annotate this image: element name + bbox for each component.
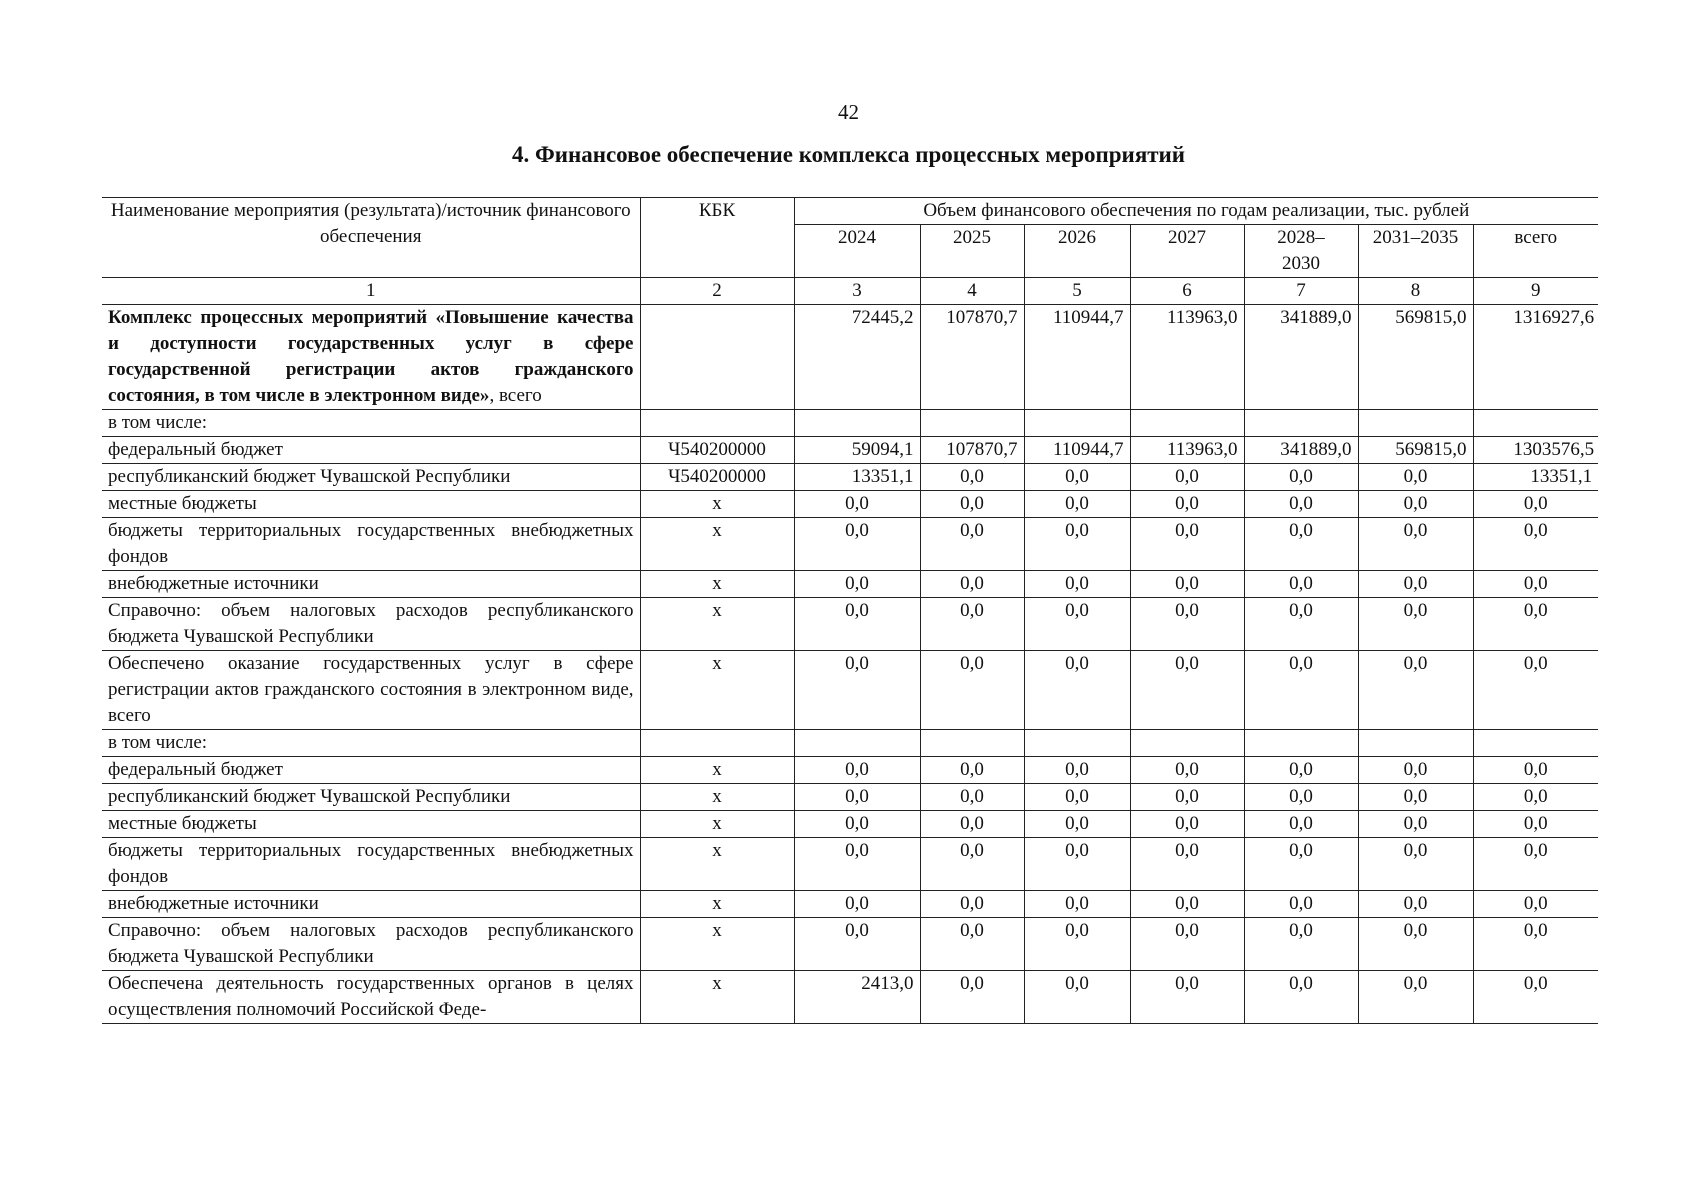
table-row: [102, 730, 1598, 757]
row-name: республиканский бюджет Чувашской Республики: [102, 464, 640, 491]
row-value: 0,0: [1358, 518, 1473, 571]
row-name-suffix: , всего: [489, 385, 542, 406]
row-value: 110944,7: [1024, 305, 1130, 410]
row-kbk: х: [640, 651, 794, 730]
row-value: 0,0: [794, 891, 920, 918]
row-value: 0,0: [1358, 891, 1473, 918]
row-value: 0,0: [1130, 464, 1244, 491]
row-value: 13351,1: [794, 464, 920, 491]
table-row: [102, 410, 1598, 437]
row-value: 0,0: [920, 971, 1024, 1024]
financing-table: [102, 197, 1598, 1024]
header-kbk: КБК: [640, 198, 794, 278]
column-number: 6: [1130, 278, 1244, 305]
row-value: 0,0: [794, 651, 920, 730]
row-name: внебюджетные источники: [102, 891, 640, 918]
column-number: 8: [1358, 278, 1473, 305]
row-value: [1244, 410, 1358, 437]
row-value: 0,0: [1473, 891, 1598, 918]
row-kbk: х: [640, 838, 794, 891]
table-row: [102, 811, 1598, 838]
row-value: 0,0: [920, 838, 1024, 891]
row-value: 0,0: [1244, 491, 1358, 518]
row-name: Обеспечено оказание государственных услуг в сфере регистрации актов гражданского состояния в электронном виде, всего: [102, 651, 640, 730]
row-value: 0,0: [794, 784, 920, 811]
row-name: бюджеты территориальных государственных внебюджетных фондов: [102, 838, 640, 891]
row-value: 0,0: [920, 918, 1024, 971]
section-title: 4. Финансовое обеспечение комплекса процессных мероприятий: [511, 142, 1186, 167]
table-row: [102, 518, 1598, 571]
row-value: 0,0: [1024, 491, 1130, 518]
table-row: [102, 491, 1598, 518]
header-year: 2031–2035: [1358, 225, 1473, 278]
row-name: федеральный бюджет: [102, 757, 640, 784]
row-value: 0,0: [1130, 891, 1244, 918]
table-row: [102, 571, 1598, 598]
row-kbk: х: [640, 518, 794, 571]
row-value: 0,0: [794, 571, 920, 598]
column-number: 4: [920, 278, 1024, 305]
row-value: 107870,7: [920, 437, 1024, 464]
header-year: 2028–2030: [1244, 225, 1358, 278]
row-value: 0,0: [1244, 598, 1358, 651]
column-number: 9: [1473, 278, 1598, 305]
row-name: местные бюджеты: [102, 491, 640, 518]
row-value: 0,0: [1358, 838, 1473, 891]
row-value: 0,0: [1244, 784, 1358, 811]
row-value: 0,0: [920, 891, 1024, 918]
row-kbk: х: [640, 571, 794, 598]
row-value: 0,0: [1244, 651, 1358, 730]
row-value: 0,0: [1130, 598, 1244, 651]
row-value: 0,0: [920, 784, 1024, 811]
column-number: 1: [102, 278, 640, 305]
row-kbk: [640, 305, 794, 410]
row-value: 0,0: [794, 757, 920, 784]
row-value: 0,0: [1244, 918, 1358, 971]
row-value: 0,0: [1473, 784, 1598, 811]
row-value: 0,0: [1473, 811, 1598, 838]
row-value: 0,0: [920, 598, 1024, 651]
row-kbk: [640, 730, 794, 757]
row-name: в том числе:: [102, 410, 640, 437]
row-value: 0,0: [1244, 757, 1358, 784]
row-value: 1303576,5: [1473, 437, 1598, 464]
row-value: 0,0: [1130, 518, 1244, 571]
row-value: 0,0: [1024, 571, 1130, 598]
row-value: 0,0: [1244, 971, 1358, 1024]
row-name: республиканский бюджет Чувашской Республики: [102, 784, 640, 811]
table-row: [102, 971, 1598, 1024]
row-value: 0,0: [1473, 518, 1598, 571]
table-body: [102, 305, 1598, 1024]
row-value: 0,0: [920, 491, 1024, 518]
row-name: Справочно: объем налоговых расходов республиканского бюджета Чувашской Республики: [102, 598, 640, 651]
row-value: 0,0: [1024, 598, 1130, 651]
row-value: [1473, 410, 1598, 437]
row-value: 113963,0: [1130, 437, 1244, 464]
row-kbk: х: [640, 971, 794, 1024]
row-value: 0,0: [794, 918, 920, 971]
row-value: 0,0: [1130, 651, 1244, 730]
row-value: [1024, 410, 1130, 437]
table-row: [102, 464, 1598, 491]
row-value: 0,0: [1358, 971, 1473, 1024]
table-row: [102, 437, 1598, 464]
row-value: 0,0: [1473, 918, 1598, 971]
table-row: [102, 305, 1598, 410]
row-value: 0,0: [794, 838, 920, 891]
row-value: 341889,0: [1244, 437, 1358, 464]
row-value: 0,0: [1473, 651, 1598, 730]
row-value: 0,0: [1024, 971, 1130, 1024]
row-value: 2413,0: [794, 971, 920, 1024]
row-value: [1130, 730, 1244, 757]
row-value: 0,0: [1130, 784, 1244, 811]
row-value: 107870,7: [920, 305, 1024, 410]
row-value: [1358, 730, 1473, 757]
row-value: [1024, 730, 1130, 757]
row-value: 0,0: [794, 598, 920, 651]
row-value: 0,0: [1358, 918, 1473, 971]
row-value: [794, 730, 920, 757]
row-kbk: х: [640, 891, 794, 918]
row-value: [794, 410, 920, 437]
row-value: 0,0: [920, 464, 1024, 491]
row-value: 341889,0: [1244, 305, 1358, 410]
row-value: 0,0: [1473, 571, 1598, 598]
row-value: 0,0: [920, 651, 1024, 730]
row-value: 0,0: [1130, 491, 1244, 518]
row-value: 569815,0: [1358, 437, 1473, 464]
row-name: Справочно: объем налоговых расходов республиканского бюджета Чувашской Республики: [102, 918, 640, 971]
table-row: [102, 757, 1598, 784]
row-value: 0,0: [1244, 811, 1358, 838]
row-name: Обеспечена деятельность государственных органов в целях осуществления полномочий Российской Феде-: [102, 971, 640, 1024]
row-name: в том числе:: [102, 730, 640, 757]
row-value: [920, 410, 1024, 437]
row-value: 0,0: [1358, 571, 1473, 598]
row-name: [102, 305, 640, 410]
header-column-numbers: [102, 278, 1598, 305]
row-value: 110944,7: [1024, 437, 1130, 464]
header-name: Наименование мероприятия (результата)/источник финансового обеспечения: [102, 198, 640, 278]
row-value: 0,0: [920, 811, 1024, 838]
row-value: 0,0: [1244, 891, 1358, 918]
row-value: 0,0: [1130, 757, 1244, 784]
row-name: местные бюджеты: [102, 811, 640, 838]
row-value: 0,0: [1024, 784, 1130, 811]
row-value: 0,0: [1130, 838, 1244, 891]
row-value: 569815,0: [1358, 305, 1473, 410]
row-value: 0,0: [1024, 464, 1130, 491]
row-value: 0,0: [1024, 918, 1130, 971]
table-row: [102, 598, 1598, 651]
row-value: 0,0: [1358, 784, 1473, 811]
row-value: 0,0: [1244, 571, 1358, 598]
row-kbk: Ч540200000: [640, 464, 794, 491]
row-value: 1316927,6: [1473, 305, 1598, 410]
header-year: 2026: [1024, 225, 1130, 278]
row-kbk: х: [640, 918, 794, 971]
row-value: 0,0: [1130, 571, 1244, 598]
row-value: 0,0: [1244, 838, 1358, 891]
header-year: 2024: [794, 225, 920, 278]
column-number: 7: [1244, 278, 1358, 305]
row-value: 0,0: [1358, 651, 1473, 730]
row-value: 0,0: [1024, 518, 1130, 571]
row-kbk: х: [640, 784, 794, 811]
row-name: федеральный бюджет: [102, 437, 640, 464]
row-value: 0,0: [794, 811, 920, 838]
row-name-bold: Комплекс процессных мероприятий «Повышение качества и доступности государственных услуг в сфере государственной регистрации актов гражданского состояния, в том числе в электронном виде»: [108, 307, 634, 406]
row-value: 59094,1: [794, 437, 920, 464]
row-value: 0,0: [1244, 518, 1358, 571]
header-year: всего: [1473, 225, 1598, 278]
row-value: 0,0: [1244, 464, 1358, 491]
row-value: 0,0: [1358, 598, 1473, 651]
page-number: 42: [838, 100, 859, 124]
table-row: [102, 784, 1598, 811]
row-value: 0,0: [1358, 464, 1473, 491]
row-value: 0,0: [1130, 918, 1244, 971]
row-value: 0,0: [920, 757, 1024, 784]
table-row: [102, 918, 1598, 971]
row-value: [1358, 410, 1473, 437]
row-value: 0,0: [1130, 811, 1244, 838]
row-value: [1244, 730, 1358, 757]
row-value: [920, 730, 1024, 757]
column-number: 2: [640, 278, 794, 305]
table-row: [102, 891, 1598, 918]
header-year: 2027: [1130, 225, 1244, 278]
row-value: 113963,0: [1130, 305, 1244, 410]
table-row: [102, 838, 1598, 891]
row-value: 0,0: [1130, 971, 1244, 1024]
row-value: 0,0: [1358, 811, 1473, 838]
row-value: 0,0: [1473, 491, 1598, 518]
row-value: 0,0: [1473, 838, 1598, 891]
column-number: 3: [794, 278, 920, 305]
row-kbk: х: [640, 757, 794, 784]
row-value: 0,0: [1024, 811, 1130, 838]
row-value: 0,0: [1473, 971, 1598, 1024]
header-volume: Объем финансового обеспечения по годам реализации, тыс. рублей: [794, 198, 1598, 225]
row-name: бюджеты территориальных государственных внебюджетных фондов: [102, 518, 640, 571]
header-year: 2025: [920, 225, 1024, 278]
row-kbk: Ч540200000: [640, 437, 794, 464]
row-kbk: х: [640, 491, 794, 518]
row-value: [1130, 410, 1244, 437]
row-value: 72445,2: [794, 305, 920, 410]
row-name: внебюджетные источники: [102, 571, 640, 598]
column-number: 5: [1024, 278, 1130, 305]
row-value: 0,0: [920, 518, 1024, 571]
row-value: 0,0: [794, 518, 920, 571]
row-value: 0,0: [1473, 598, 1598, 651]
row-value: 0,0: [1024, 651, 1130, 730]
row-value: 0,0: [794, 491, 920, 518]
row-value: 0,0: [1358, 757, 1473, 784]
row-value: [1473, 730, 1598, 757]
row-kbk: [640, 410, 794, 437]
row-value: 0,0: [1024, 757, 1130, 784]
row-value: 0,0: [1358, 491, 1473, 518]
table-row: [102, 651, 1598, 730]
row-value: 0,0: [1024, 838, 1130, 891]
row-value: 0,0: [1024, 891, 1130, 918]
row-value: 0,0: [1473, 757, 1598, 784]
row-kbk: х: [640, 811, 794, 838]
row-kbk: х: [640, 598, 794, 651]
row-value: 0,0: [920, 571, 1024, 598]
row-value: 13351,1: [1473, 464, 1598, 491]
